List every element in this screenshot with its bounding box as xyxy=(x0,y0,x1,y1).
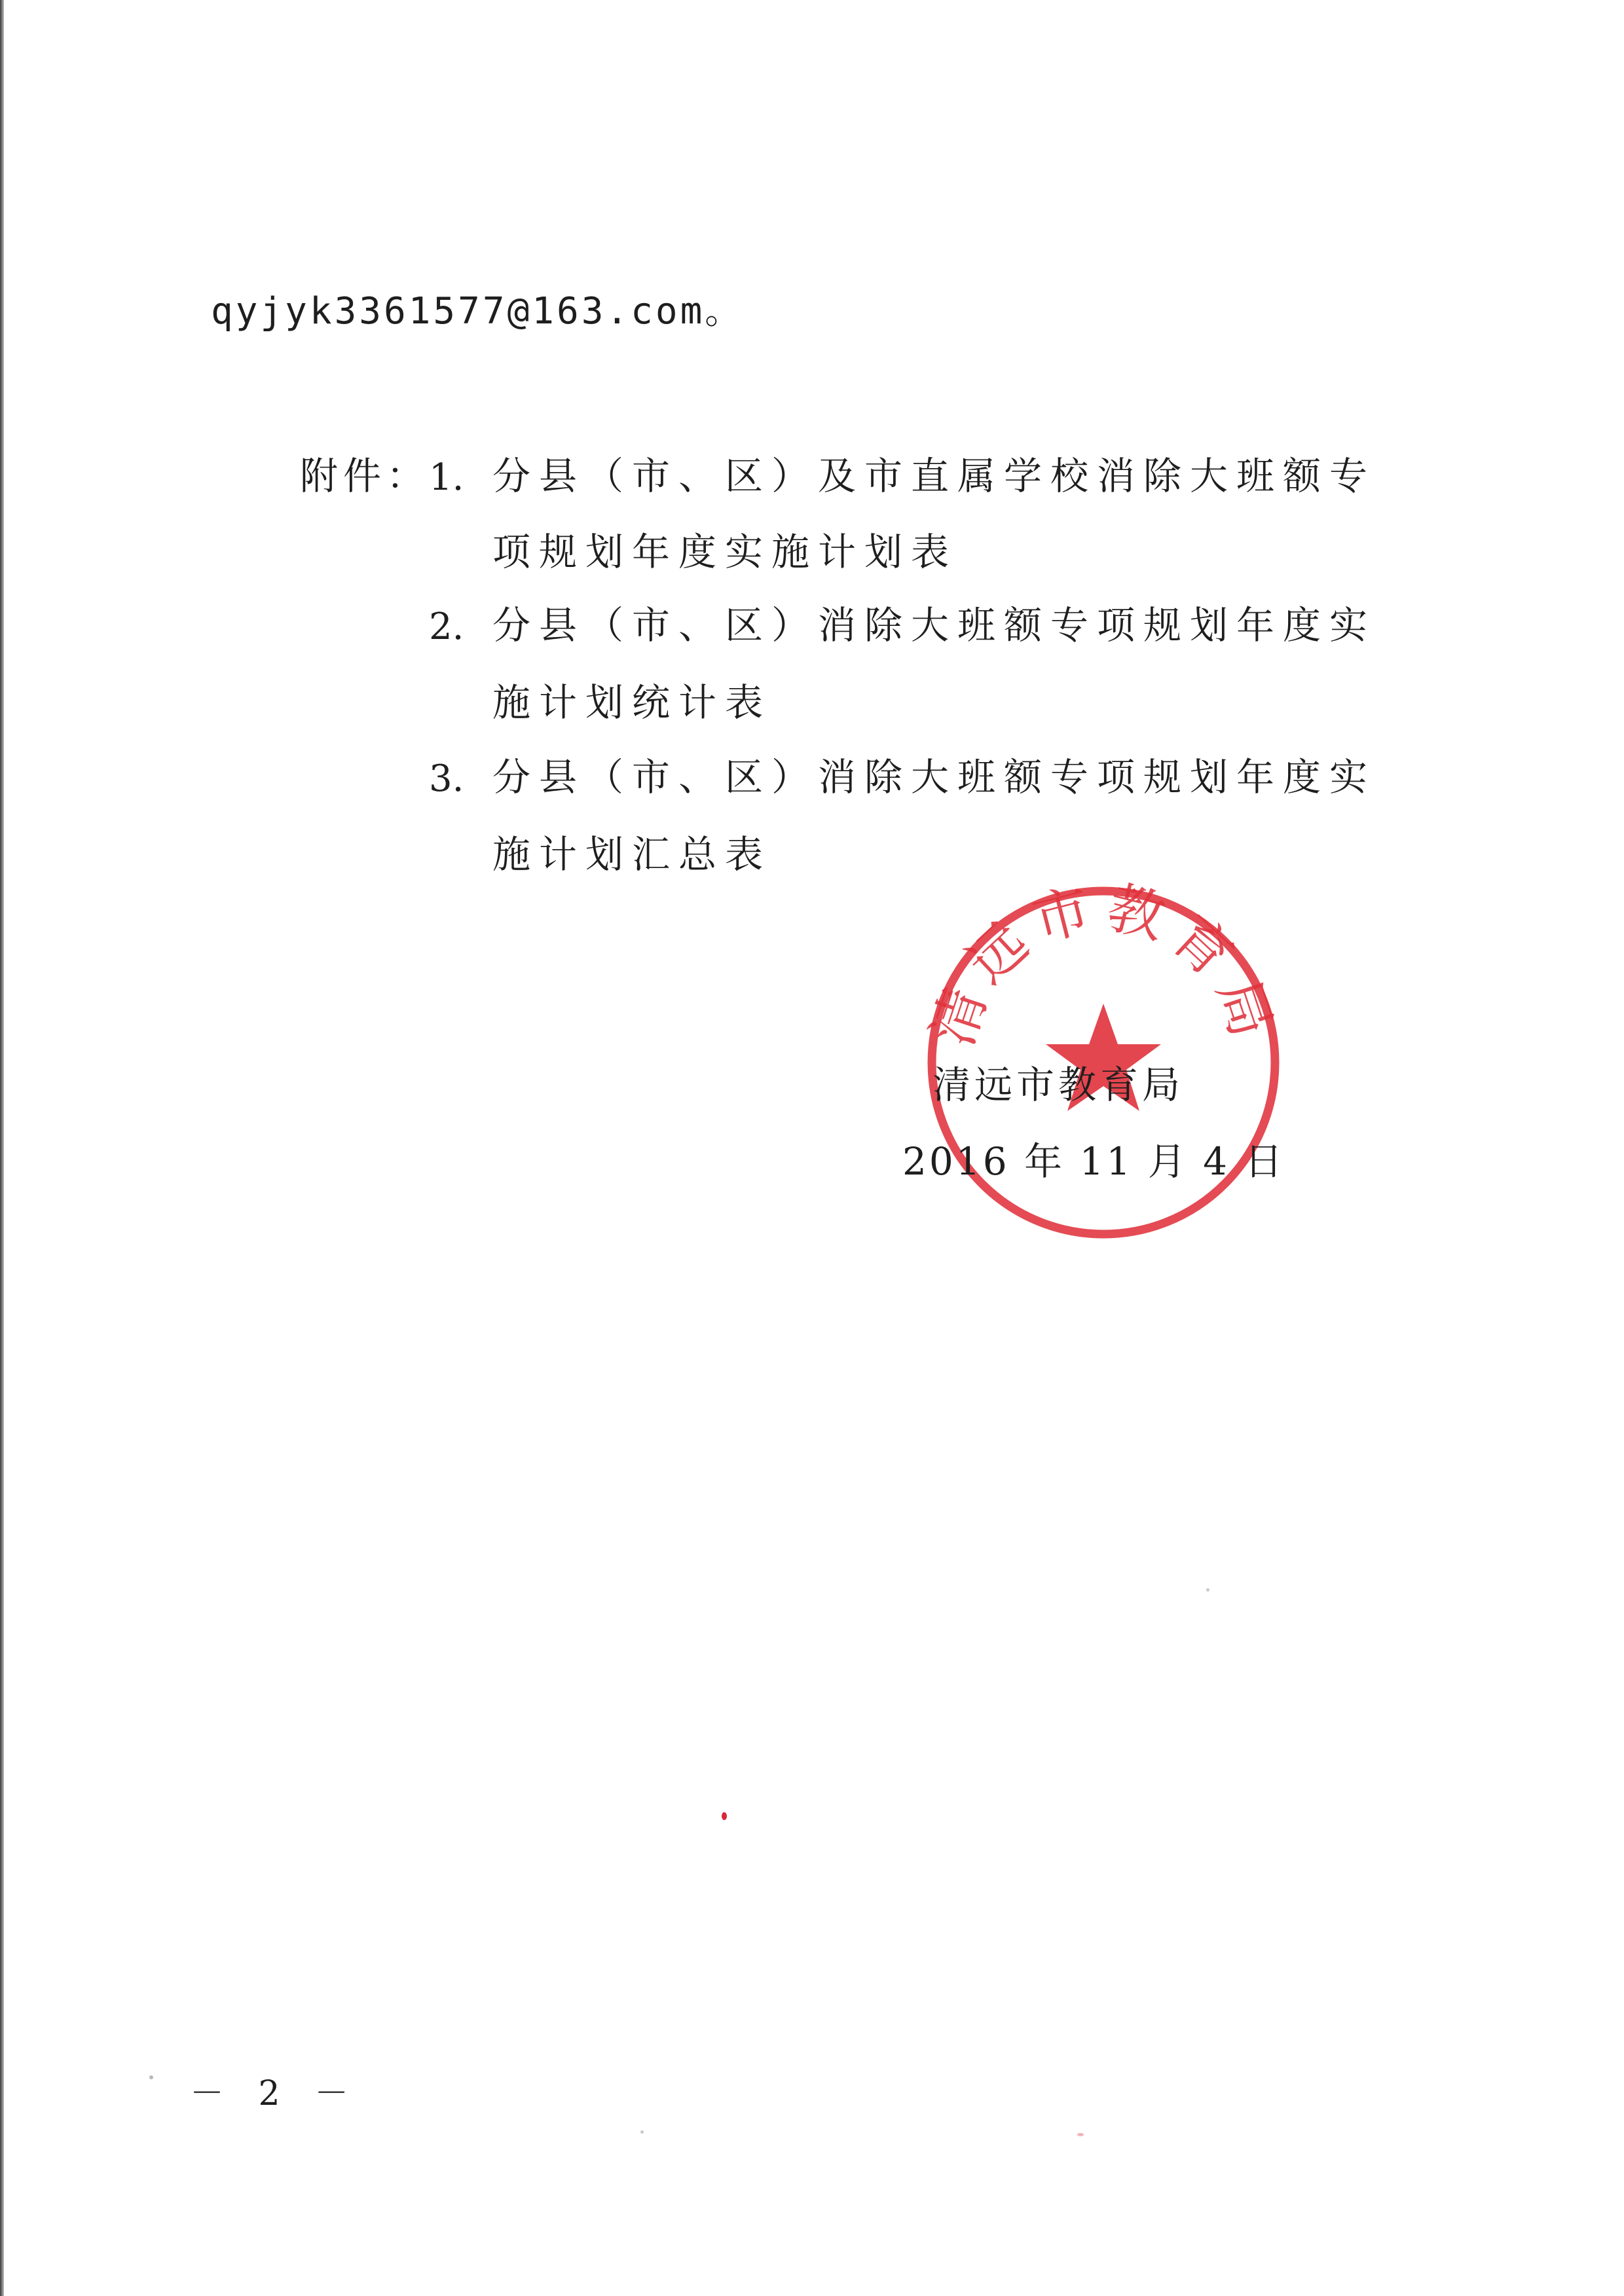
page-number: － 2 － xyxy=(190,2074,361,2113)
email-address: qyjyk3361577@163.com。 xyxy=(211,290,745,333)
ink-speck xyxy=(722,1812,727,1820)
attachment-3-line1: 分县（市、区）消除大班额专项规划年度实 xyxy=(492,755,1376,799)
attachment-2-number: 2. xyxy=(429,606,464,648)
issue-date: 2016 年 11 月 4 日 xyxy=(902,1139,1285,1184)
attachments-label: 附件： xyxy=(300,454,430,498)
issuing-organization: 清远市教育局 xyxy=(932,1063,1185,1107)
attachment-3-number: 3. xyxy=(429,757,464,800)
attachment-3-line2: 施计划汇总表 xyxy=(492,832,772,877)
dust-speck xyxy=(1077,2133,1084,2136)
dust-speck xyxy=(1206,1588,1209,1592)
scan-edge xyxy=(0,0,4,2296)
attachment-1-line1: 分县（市、区）及市直属学校消除大班额专 xyxy=(492,454,1376,498)
dust-speck xyxy=(640,2130,644,2134)
attachment-1-line2: 项规划年度实施计划表 xyxy=(492,530,958,574)
seal-text-path: 清远市教育局 xyxy=(919,874,1287,1054)
dust-speck xyxy=(149,2075,153,2079)
attachment-2-line1: 分县（市、区）消除大班额专项规划年度实 xyxy=(492,603,1376,647)
attachment-1-number: 1. xyxy=(429,456,464,499)
attachment-2-line2: 施计划统计表 xyxy=(492,680,772,725)
